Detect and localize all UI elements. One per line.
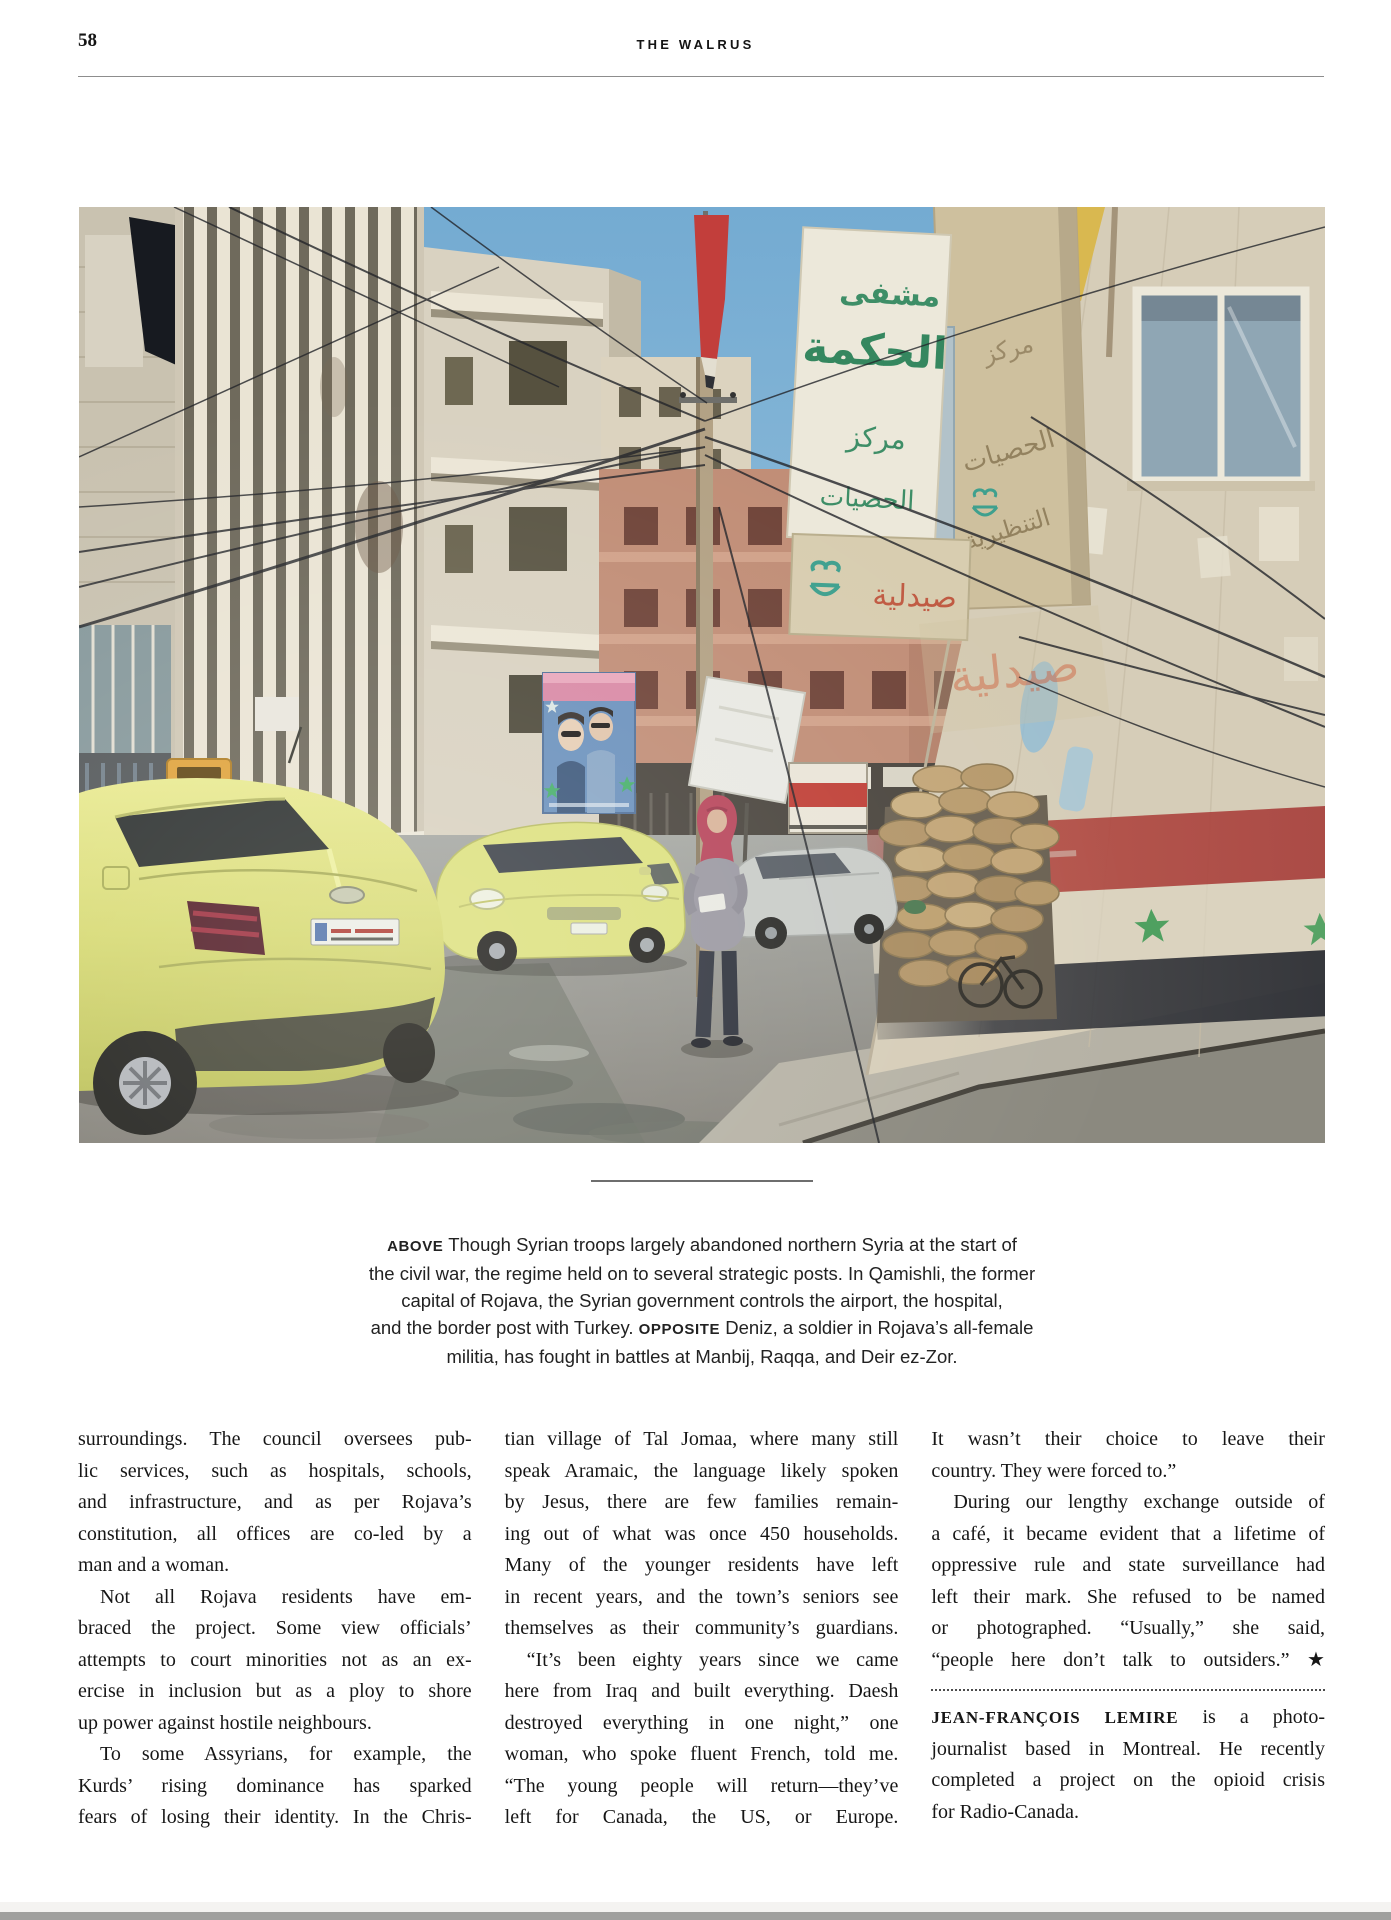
body-line: constitution, all offices are co-led by a: [78, 1522, 472, 1545]
column-3: [931, 1424, 1325, 1834]
caption-line: and the border post with Turkey. OPPOSITE Deniz, a soldier in Rojava’s all-female: [370, 1317, 1034, 1338]
bio-line: completed a project on the opioid crisis: [931, 1769, 1325, 1791]
body-line: in recent years, and the town’s seniors see: [504, 1585, 899, 1608]
page-bottom-band: [0, 1912, 1391, 1920]
photo-illustration: [79, 207, 1325, 1143]
bio-line: journalist based in Montreal. He recently: [931, 1737, 1325, 1760]
body-line: oppressive rule and state surveillance had: [931, 1554, 1325, 1576]
body-line: ing out of what was once 450 households.: [504, 1522, 899, 1545]
body-line: attempts to court minorities not as an ex-: [78, 1648, 472, 1671]
body-line: by Jesus, there are few families remain-: [504, 1491, 899, 1513]
page-bottom-strip: [0, 1902, 1391, 1912]
body-line: speak Aramaic, the language likely spoken: [504, 1459, 899, 1482]
caption-line: the civil war, the regime held on to several strategic posts. In Qamishli, the former: [368, 1263, 1036, 1284]
caption-divider: [591, 1180, 813, 1182]
body-line: Kurds’ rising dominance has sparked: [78, 1774, 472, 1797]
body-line: ercise in inclusion but as a ploy to shore: [78, 1680, 472, 1702]
caption-line: militia, has fought in battles at Manbij, Raqqa, and Deir ez-Zor.: [446, 1346, 958, 1367]
bio-divider: [931, 1689, 1325, 1691]
body-line: or photographed. “Usually,” she said,: [931, 1617, 1325, 1639]
body-line: tian village of Tal Jomaa, where many still: [504, 1428, 899, 1450]
photo-caption: [250, 1231, 1154, 1370]
body-line: themselves as their community’s guardians.: [504, 1617, 899, 1639]
body-line: here from Iraq and built everything. Daesh: [504, 1680, 899, 1702]
body-line: man and a woman.: [78, 1554, 230, 1576]
caption-line: capital of Rojava, the Syrian government controls the airport, the hospital,: [401, 1290, 1003, 1311]
caption-line: ABOVE Though Syrian troops largely abandoned northern Syria at the start of: [387, 1234, 1017, 1255]
body-line: and infrastructure, and as per Rojava’s: [78, 1491, 472, 1513]
bio-line: JEAN-FRANÇOIS LEMIRE is a photo-: [931, 1706, 1325, 1728]
body-line: up power against hostile neighbours.: [78, 1711, 372, 1734]
body-line: country. They were forced to.”: [931, 1459, 1177, 1482]
page-number: 58: [78, 30, 97, 51]
body-line: To some Assyrians, for example, the: [100, 1743, 472, 1765]
column-1: [78, 1424, 472, 1834]
bio-line: for Radio-Canada.: [931, 1800, 1080, 1823]
body-line: braced the project. Some view officials’: [78, 1617, 472, 1639]
body-line: It wasn’t their choice to leave their: [931, 1428, 1325, 1450]
header-rule: [78, 76, 1324, 77]
body-line: During our lengthy exchange outside of: [953, 1491, 1325, 1513]
body-line: surroundings. The council oversees pub-: [78, 1428, 472, 1450]
author-name: JEAN-FRANÇOIS LEMIRE: [931, 1708, 1179, 1727]
body-line: “The young people will return—they’ve: [504, 1774, 899, 1797]
street-photograph: [79, 207, 1325, 1143]
body-line: fears of losing their identity. In the Chris-: [78, 1806, 472, 1828]
body-line: left for Canada, the US, or Europe.: [504, 1806, 899, 1828]
body-line: woman, who spoke fluent French, told me.: [504, 1743, 899, 1765]
article-body: [78, 1424, 1325, 1834]
body-line: destroyed everything in one night,” one: [504, 1711, 899, 1734]
body-line: left their mark. She refused to be named: [931, 1585, 1325, 1608]
body-line: Not all Rojava residents have em-: [100, 1585, 472, 1608]
body-line: Many of the younger residents have left: [504, 1554, 899, 1576]
column-2: [505, 1424, 899, 1834]
magazine-title: THE WALRUS: [636, 37, 755, 52]
body-line: “It’s been eighty years since we came: [526, 1648, 899, 1671]
body-line: a café, it became evident that a lifetime of: [931, 1522, 1325, 1545]
body-line: lic services, such as hospitals, schools,: [78, 1459, 472, 1482]
body-line: “people here don’t talk to outsiders.” ★: [931, 1648, 1325, 1671]
